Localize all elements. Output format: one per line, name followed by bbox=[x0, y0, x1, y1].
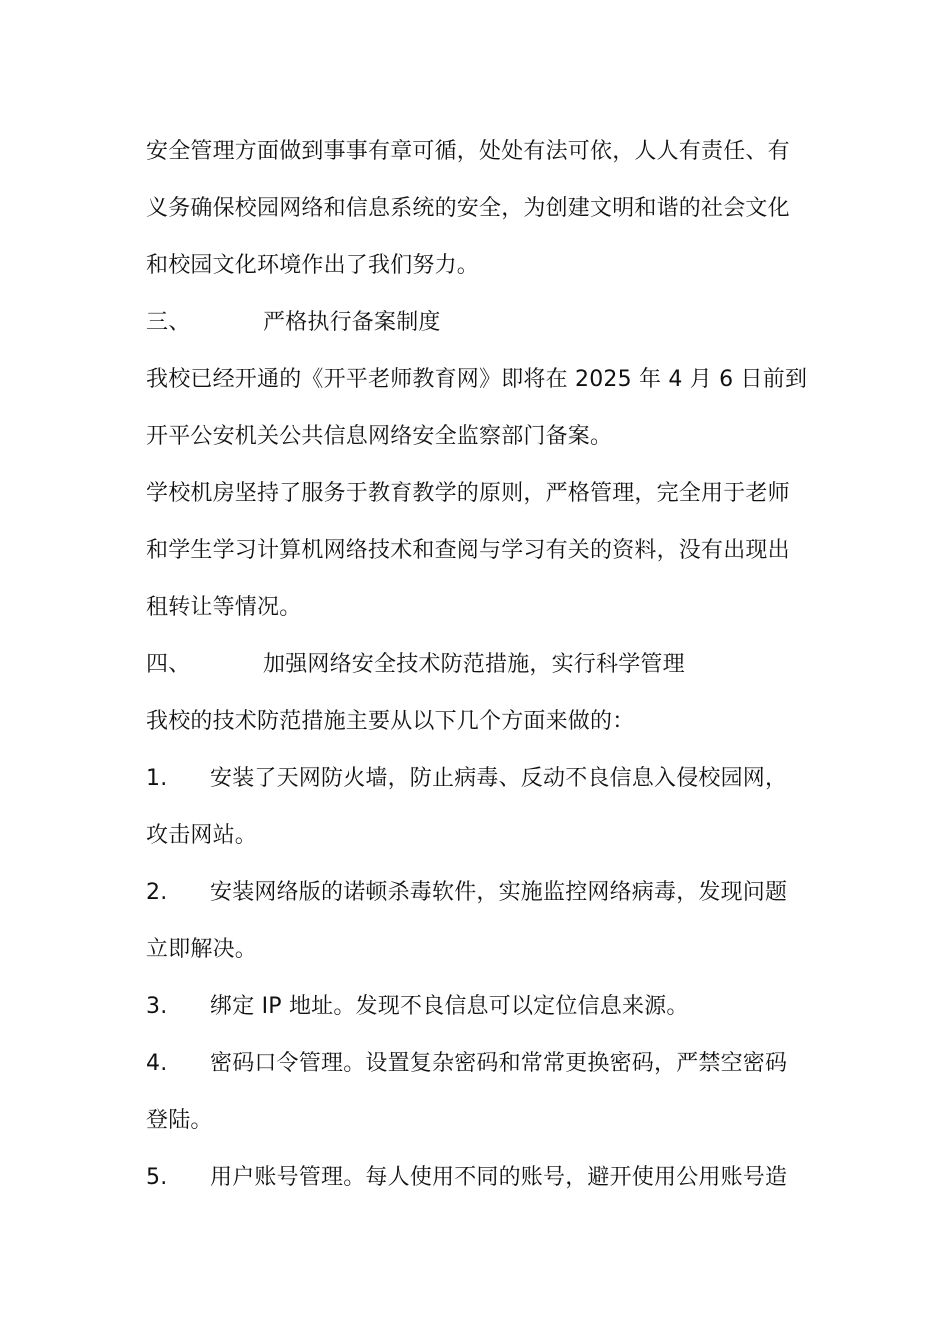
measure-4-text: 密码口令管理。设置复杂密码和常常更换密码，严禁空密码 bbox=[210, 1051, 788, 1076]
measure-1-number: 1. bbox=[146, 766, 168, 791]
lab-line-1: 学校机房坚持了服务于教育教学的原则，严格管理，完全用于老师 bbox=[146, 481, 790, 506]
section-4-heading bbox=[146, 645, 816, 685]
measure-3-number: 3. bbox=[146, 994, 168, 1019]
intro-line-2: 义务确保校园网络和信息系统的安全，为创建文明和谐的社会文化 bbox=[146, 196, 790, 221]
measure-4-number: 4. bbox=[146, 1051, 168, 1076]
section-3-title: 严格执行备案制度 bbox=[263, 310, 441, 335]
lab-line-3: 租转让等情况。 bbox=[146, 595, 302, 620]
filing-line-2: 开平公安机关公共信息网络安全监察部门备案。 bbox=[146, 424, 613, 449]
measure-5-text: 用户账号管理。每人使用不同的账号，避开使用公用账号造 bbox=[210, 1165, 788, 1190]
measure-5-line-1 bbox=[146, 1158, 816, 1198]
measures-intro: 我校的技术防范措施主要从以下几个方面来做的： bbox=[146, 709, 635, 734]
measure-4-line-2: 登陆。 bbox=[146, 1108, 213, 1133]
measure-1-line-1 bbox=[146, 759, 816, 799]
measure-4-line-1 bbox=[146, 1044, 816, 1084]
intro-line-1: 安全管理方面做到事事有章可循，处处有法可依，人人有责任、有 bbox=[146, 139, 790, 164]
measure-2-line-2: 立即解决。 bbox=[146, 937, 258, 962]
measure-3-text: 绑定 IP 地址。发现不良信息可以定位信息来源。 bbox=[210, 994, 689, 1019]
section-3-heading bbox=[146, 303, 816, 343]
section-4-number: 四、 bbox=[146, 652, 191, 677]
section-4-title: 加强网络安全技术防范措施，实行科学管理 bbox=[263, 652, 685, 677]
filing-line-1: 我校已经开通的《开平老师教育网》即将在 2025 年 4 月 6 日前到 bbox=[146, 367, 808, 392]
intro-line-3: 和校园文化环境作出了我们努力。 bbox=[146, 253, 480, 278]
measure-2-line-1 bbox=[146, 873, 816, 913]
lab-line-2: 和学生学习计算机网络技术和查阅与学习有关的资料，没有出现出 bbox=[146, 538, 790, 563]
measure-1-line-2: 攻击网站。 bbox=[146, 823, 258, 848]
measure-3-line-1 bbox=[146, 987, 816, 1027]
section-3-number: 三、 bbox=[146, 310, 191, 335]
measure-2-text: 安装网络版的诺顿杀毒软件，实施监控网络病毒，发现问题 bbox=[210, 880, 788, 905]
measure-5-number: 5. bbox=[146, 1165, 168, 1190]
measure-2-number: 2. bbox=[146, 880, 168, 905]
measure-1-text: 安装了天网防火墙，防止病毒、反动不良信息入侵校园网， bbox=[210, 766, 788, 791]
